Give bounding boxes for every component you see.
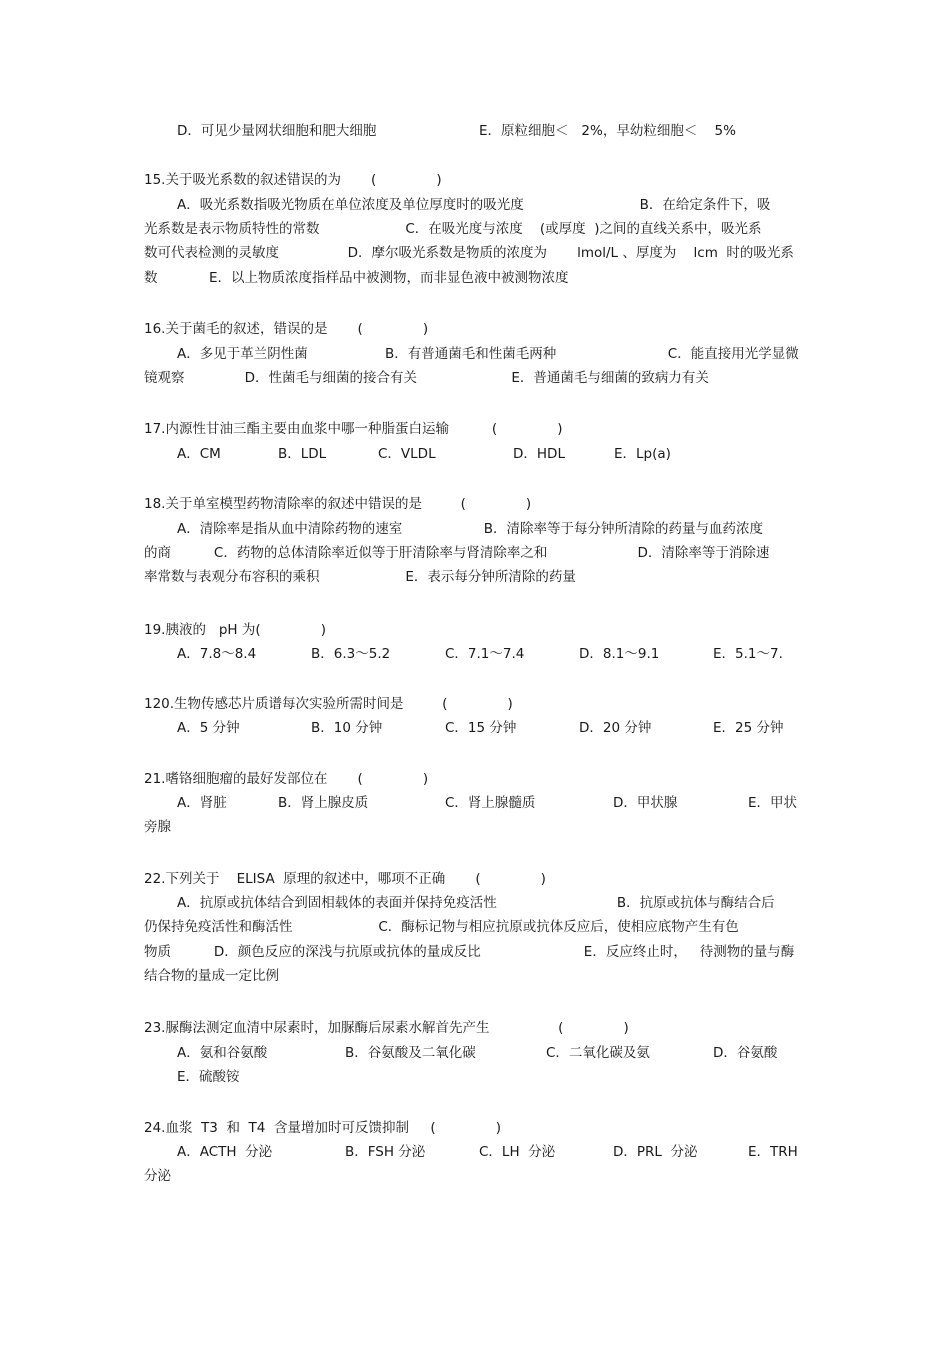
option-d: D．8.1～9.1 — [579, 646, 660, 662]
question-15-stem: 15.关于吸光系数的叙述错误的为 ( ) — [144, 172, 442, 188]
question-22-line-2: 仍保持免疫活性和酶活性 C．酶标记物与相应抗原或抗体反应后，使相应底物产生有色 — [144, 919, 739, 935]
question-17-stem: 17.内源性甘油三酯主要由血浆中哪一种脂蛋白运输 ( ) — [144, 421, 563, 437]
option-a: A．ACTH 分泌 — [177, 1144, 273, 1160]
option-d: D．甲状腺 — [613, 795, 678, 811]
option-b: B．谷氨酸及二氧化碳 — [345, 1045, 476, 1061]
option-d: D．HDL — [513, 446, 565, 462]
option-d: D．可见少量网状细胞和肥大细胞 — [177, 123, 377, 139]
option-d: D．20 分钟 — [579, 720, 652, 736]
question-15-line-3: 数可代表检测的灵敏度 D．摩尔吸光系数是物质的浓度为 lmol/L 、厚度为 lcm 时的吸光系 — [144, 245, 794, 261]
question-16-stem: 16.关于菌毛的叙述，错误的是 ( ) — [144, 321, 429, 337]
option-d: D．谷氨酸 — [713, 1045, 778, 1061]
option-a: A．7.8～8.4 — [177, 646, 257, 662]
option-e: E．甲状 — [748, 795, 798, 811]
option-e: E．TRH — [748, 1144, 798, 1160]
question-21-tail: 旁腺 — [144, 819, 171, 835]
option-c: C．15 分钟 — [445, 720, 517, 736]
question-19-stem: 19.胰液的 pH 为( ) — [144, 622, 326, 638]
question-16-line-1: A．多见于革兰阴性菌 B．有普通菌毛和性菌毛两种 C．能直接用光学显微 — [177, 346, 799, 362]
question-18-line-2: 的商 C．药物的总体清除率近似等于肝清除率与肾清除率之和 D．清除率等于消除速 — [144, 545, 770, 561]
question-19-options — [177, 643, 814, 665]
option-c: C．二氧化碳及氨 — [546, 1045, 650, 1061]
question-22-line-3: 物质 D．颜色反应的深浅与抗原或抗体的量成反比 E．反应终止时， 待测物的量与酶 — [144, 944, 795, 960]
option-b: B．LDL — [278, 446, 327, 462]
question-18-line-3: 率常数与表观分布容积的乘积 E．表示每分钟所清除的药量 — [144, 569, 576, 585]
question-21-options — [177, 792, 814, 814]
option-c: C．7.1～7.4 — [445, 646, 525, 662]
prev-question-options — [177, 120, 814, 142]
option-e: E．Lp(a) — [614, 446, 671, 462]
question-17-options — [177, 443, 814, 465]
question-18-line-1: A．清除率是指从血中清除药物的速室 B．清除率等于每分钟所清除的药量与血药浓度 — [177, 521, 764, 537]
question-24-options — [177, 1141, 814, 1163]
option-d: D．PRL 分泌 — [613, 1144, 698, 1160]
option-e: E．5.1～7. — [713, 646, 783, 662]
option-e: E．25 分钟 — [713, 720, 784, 736]
question-22-line-4: 结合物的量成一定比例 — [144, 968, 279, 984]
option-b: B．6.3～5.2 — [311, 646, 391, 662]
question-23-options — [177, 1042, 814, 1064]
option-a: A．CM — [177, 446, 221, 462]
question-24-tail: 分泌 — [144, 1168, 171, 1184]
option-a: A．5 分钟 — [177, 720, 240, 736]
question-120-options — [177, 717, 814, 739]
option-c: C．LH 分泌 — [479, 1144, 556, 1160]
option-b: B．FSH 分泌 — [345, 1144, 426, 1160]
option-e: E．原粒细胞＜ 2%，早幼粒细胞＜ 5% — [479, 123, 736, 139]
option-c: C．肾上腺髓质 — [445, 795, 536, 811]
option-a: A．氨和谷氨酸 — [177, 1045, 268, 1061]
question-23-stem: 23.脲酶法测定血清中尿素时，加脲酶后尿素水解首先产生 ( ) — [144, 1020, 629, 1036]
question-21-stem: 21.嗜铬细胞瘤的最好发部位在 ( ) — [144, 771, 429, 787]
question-22-stem: 22.下列关于 ELISA 原理的叙述中，哪项不正确 ( ) — [144, 871, 546, 887]
question-15-line-4: 数 E．以上物质浓度指样品中被测物，而非显色液中被测物浓度 — [144, 270, 569, 286]
question-18-stem: 18.关于单室模型药物清除率的叙述中错误的是 ( ) — [144, 496, 532, 512]
question-23-tail: E．硫酸铵 — [177, 1069, 240, 1085]
option-c: C．VLDL — [378, 446, 436, 462]
question-16-line-2: 镜观察 D．性菌毛与细菌的接合有关 E．普通菌毛与细菌的致病力有关 — [144, 370, 709, 386]
option-b: B．10 分钟 — [311, 720, 383, 736]
question-120-stem: 120.生物传感芯片质谱每次实验所需时间是 ( ) — [144, 696, 513, 712]
option-b: B．肾上腺皮质 — [278, 795, 369, 811]
question-24-stem: 24.血浆 T3 和 T4 含量增加时可反馈抑制 ( ) — [144, 1120, 502, 1136]
option-a: A．肾脏 — [177, 795, 227, 811]
question-15-line-1: A．吸光系数指吸光物质在单位浓度及单位厚度时的吸光度 B．在给定条件下，吸 — [177, 197, 771, 213]
question-15-line-2: 光系数是表示物质特性的常数 C．在吸光度与浓度 (或厚度 )之间的直线关系中，吸光系 — [144, 221, 762, 237]
question-22-line-1: A．抗原或抗体结合到固相载体的表面并保持免疫活性 B．抗原或抗体与酶结合后 — [177, 895, 775, 911]
